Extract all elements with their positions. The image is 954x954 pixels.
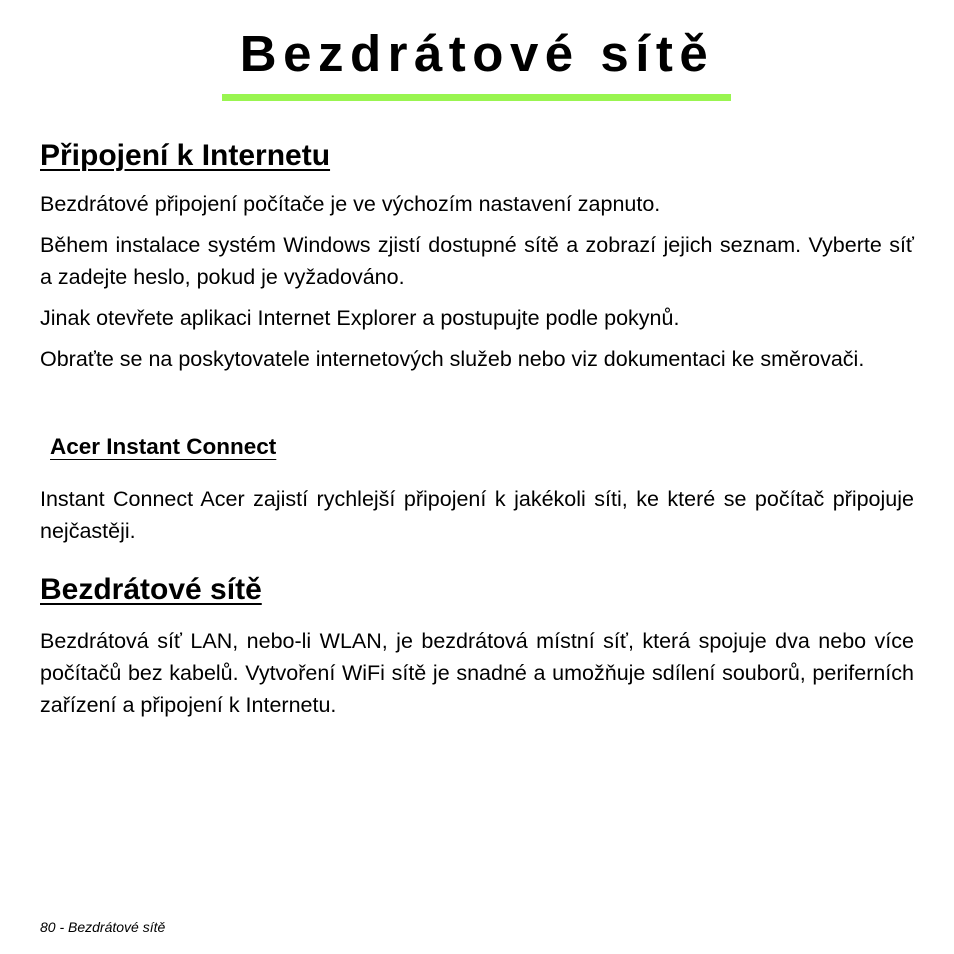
paragraph-windows-setup: Během instalace systém Windows zjistí dostupné sítě a zobrazí jejich seznam. Vyberte síť a zadejte heslo, pokud je vyžadováno. <box>40 233 914 289</box>
page-footer: 80 - Bezdrátové sítě <box>40 919 166 935</box>
section-heading-wireless-networks: Bezdrátové sítě <box>40 573 262 606</box>
paragraph-isp-contact: Obraťte se na poskytovatele internetových služeb nebo viz dokumentaci ke směrovači. <box>40 347 865 371</box>
subsection-heading-instant-connect: Acer Instant Connect <box>50 434 277 459</box>
section-heading-internet: Připojení k Internetu <box>40 139 331 172</box>
paragraph-wlan-description: Bezdrátová síť LAN, nebo-li WLAN, je bezdrátová místní síť, která spojuje dva nebo více počítačů bez kabelů. Vytvoření WiFi sítě je snadné a umožňuje sdílení souborů, periferních zařízení a připojení k Internetu. <box>40 629 914 717</box>
paragraph-wireless-default: Bezdrátové připojení počítače je ve výchozím nastavení zapnuto. <box>40 192 661 216</box>
paragraph-internet-explorer: Jinak otevřete aplikaci Internet Explorer a postupujte podle pokynů. <box>40 306 680 330</box>
page-title: Bezdrátové sítě <box>239 25 715 82</box>
paragraph-instant-connect: Instant Connect Acer zajistí rychlejší připojení k jakékoli síti, ke které se počítač připojuje nejčastěji. <box>40 487 914 543</box>
title-underline-bar <box>222 94 731 101</box>
